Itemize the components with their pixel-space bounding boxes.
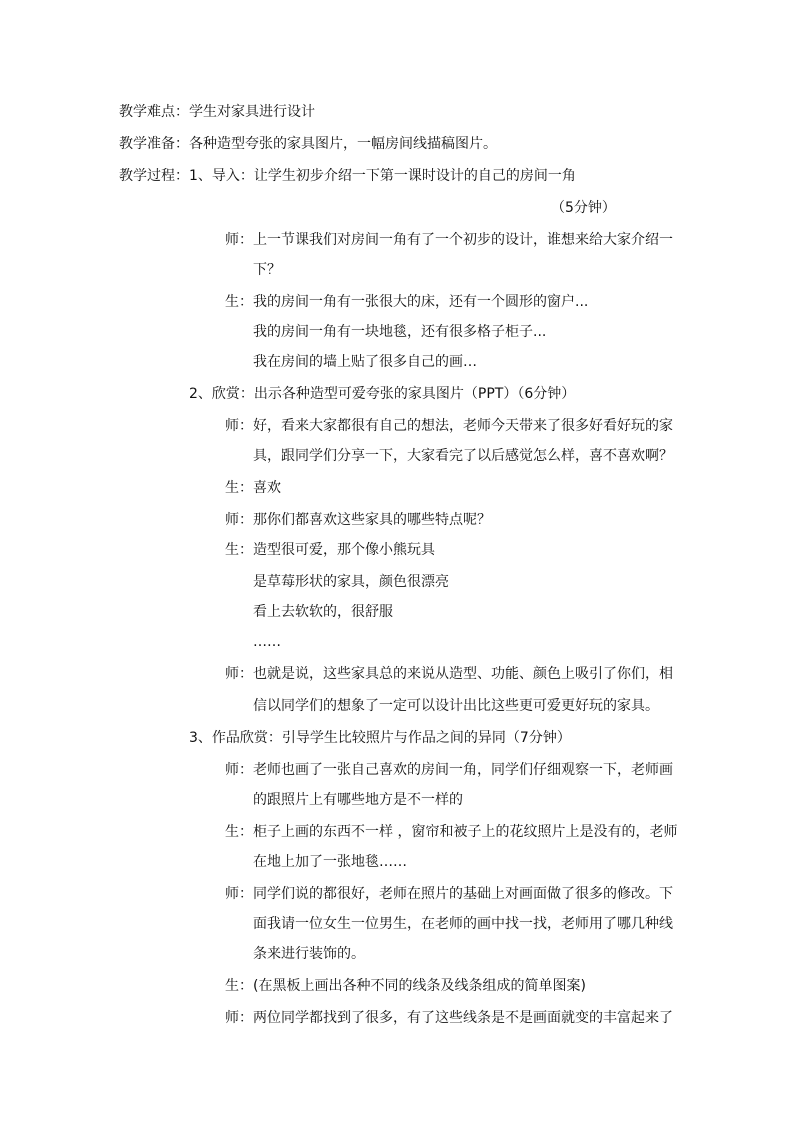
teaching-difficulty: 教学难点：学生对家具进行设计 (119, 104, 315, 120)
paragraph-line: 师：同学们说的都很好，老师在照片的基础上对画面做了很多的修改。下 (225, 886, 673, 902)
paragraph-line: 生：造型很可爱，那个像小熊玩具 (225, 542, 435, 558)
paragraph-line: …… (253, 634, 281, 650)
paragraph-line: 我的房间一角有一块地毯，还有很多格子柜子... (253, 324, 547, 340)
paragraph-line: 生：我的房间一角有一张很大的床，还有一个圆形的窗户... (225, 294, 589, 310)
section-heading: 3、作品欣赏：引导学生比较照片与作品之间的异同（7分钟） (189, 730, 571, 746)
teaching-preparation: 教学准备：各种造型夸张的家具图片，一幅房间线描稿图片。 (119, 136, 497, 152)
paragraph-line: 的跟照片上有哪些地方是不一样的 (253, 792, 463, 808)
time-note: （5分钟） (551, 200, 616, 216)
paragraph-line: 在地上加了一张地毯…… (253, 854, 407, 870)
paragraph-line: 条来进行装饰的。 (253, 946, 365, 962)
paragraph-line: 师：两位同学都找到了很多，有了这些线条是不是画面就变的丰富起来了 (225, 1010, 673, 1026)
paragraph-line: 看上去软软的，很舒服 (253, 604, 393, 620)
paragraph-line: 具，跟同学们分享一下，大家看完了以后感觉怎么样，喜不喜欢啊？ (253, 448, 673, 464)
paragraph-line: 生：喜欢 (225, 480, 281, 496)
paragraph-line: 师：上一节课我们对房间一角有了一个初步的设计，谁想来给大家介绍一 (225, 232, 673, 248)
paragraph-line: 我在房间的墙上贴了很多自己的画… (253, 354, 477, 370)
paragraph-line: 生：(在黑板上画出各种不同的线条及线条组成的简单图案) (225, 978, 586, 994)
paragraph-line: 师：好，看来大家都很有自己的想法，老师今天带来了很多好看好玩的家 (225, 418, 673, 434)
paragraph-line: 师：也就是说，这些家具总的来说从造型、功能、颜色上吸引了你们，相 (225, 666, 673, 682)
paragraph-line: 面我请一位女生一位男生，在老师的画中找一找，老师用了哪几种线 (253, 916, 673, 932)
paragraph-line: 是草莓形状的家具，颜色很漂亮 (253, 574, 449, 590)
paragraph-line: 下？ (253, 262, 281, 278)
paragraph-line: 师：老师也画了一张自己喜欢的房间一角，同学们仔细观察一下，老师画 (225, 762, 673, 778)
section-heading: 2、欣赏：出示各种造型可爱夸张的家具图片（PPT）（6分钟） (189, 386, 576, 402)
paragraph-line: 生：柜子上画的东西不一样 ，窗帘和被子上的花纹照片上是没有的，老师 (225, 824, 678, 840)
paragraph-line: 师：那你们都喜欢这些家具的哪些特点呢？ (225, 512, 491, 528)
paragraph-line: 信以同学们的想象了一定可以设计出比这些更可爱更好玩的家具。 (253, 698, 659, 714)
teaching-process-intro: 教学过程：1、导入：让学生初步介绍一下第一课时设计的自己的房间一角 (119, 168, 576, 184)
